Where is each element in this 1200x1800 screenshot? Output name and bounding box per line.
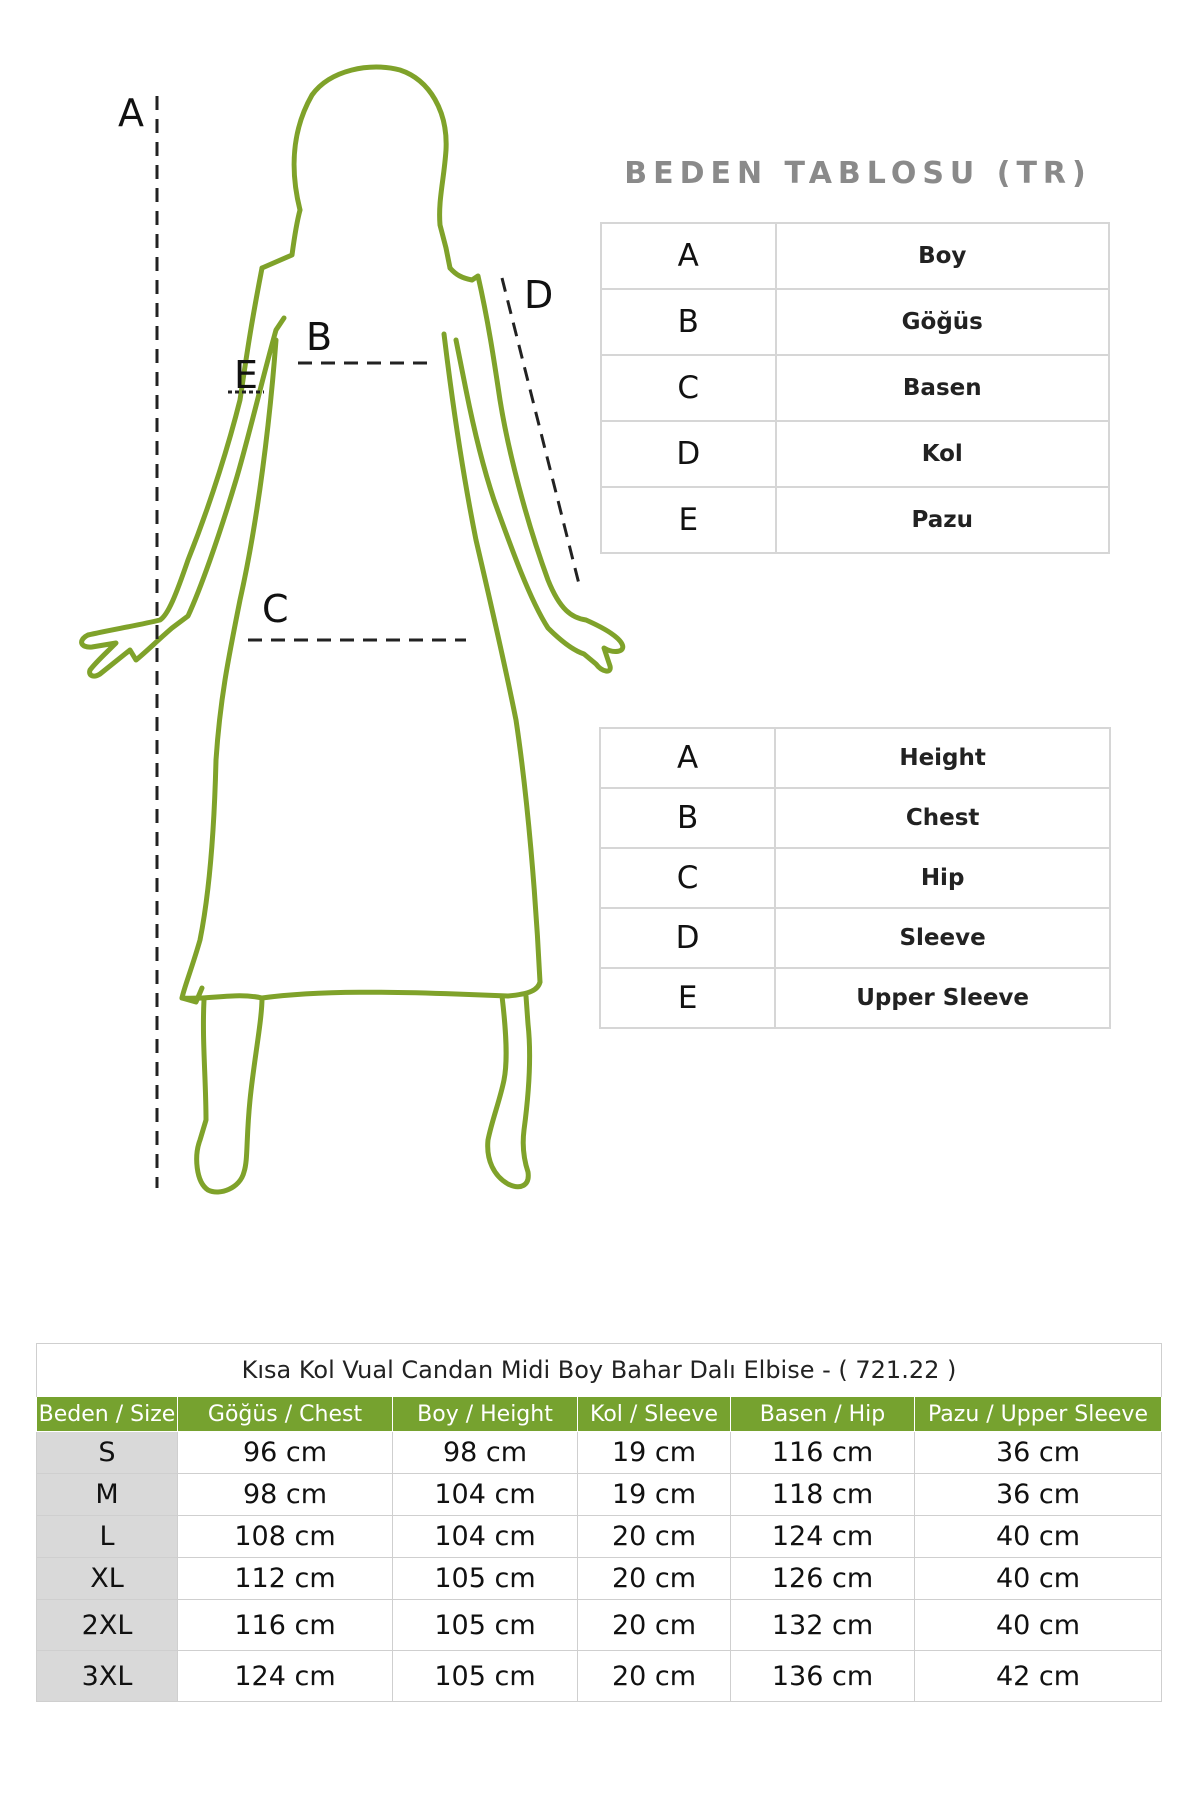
upper-sleeve-cell: 36 cm [915,1474,1162,1516]
silhouette-right-skirt [444,334,540,982]
dress-silhouette [0,0,640,1220]
silhouette-right-side [450,268,623,671]
silhouette-hem [182,982,540,998]
label-c: C [262,587,289,631]
legend-row [601,421,1109,487]
hip-cell: 116 cm [731,1432,915,1474]
upper-sleeve-cell: 40 cm [915,1600,1162,1651]
legend-meaning: Basen [776,355,1110,421]
legend-row [600,968,1110,1028]
sleeve-cell: 20 cm [578,1558,731,1600]
column-header-upper-sleeve: Pazu / Upper Sleeve [915,1397,1162,1432]
legend-meaning: Height [775,728,1110,788]
column-header-size: Beden / Size [37,1397,178,1432]
size-cell: M [37,1474,178,1516]
legend-meaning: Boy [776,223,1110,289]
hip-cell: 136 cm [731,1651,915,1702]
silhouette-right-leg [488,996,530,1187]
height-cell: 105 cm [393,1651,578,1702]
legend-row [601,289,1109,355]
column-header-height: Boy / Height [393,1397,578,1432]
table-row [37,1432,1162,1474]
legend-row [600,788,1110,848]
size-cell: 3XL [37,1651,178,1702]
legend-row [601,223,1109,289]
legend-row [601,487,1109,553]
legend-code: B [600,788,775,848]
body-measurement-diagram [0,0,640,1220]
size-cell: 2XL [37,1600,178,1651]
legend-code: E [601,487,776,553]
legend-meaning: Hip [775,848,1110,908]
column-header-sleeve: Kol / Sleeve [578,1397,731,1432]
label-b: B [306,315,333,359]
legend-row [601,355,1109,421]
hip-cell: 124 cm [731,1516,915,1558]
legend-meaning: Chest [775,788,1110,848]
size-cell: S [37,1432,178,1474]
size-cell: L [37,1516,178,1558]
legend-row [600,728,1110,788]
sleeve-guide-line [502,273,580,588]
table-row [37,1558,1162,1600]
sleeve-cell: 20 cm [578,1600,731,1651]
table-row [37,1651,1162,1702]
silhouette-left-leg [197,998,262,1192]
upper-sleeve-cell: 36 cm [915,1432,1162,1474]
size-chart [36,1343,1162,1702]
legend-meaning: Sleeve [775,908,1110,968]
chest-cell: 108 cm [178,1516,393,1558]
legend-code: D [601,421,776,487]
table-row [37,1516,1162,1558]
sleeve-cell: 20 cm [578,1651,731,1702]
silhouette-head [294,67,450,268]
size-table [36,1343,1162,1702]
legend-code: D [600,908,775,968]
legend-meaning: Göğüs [776,289,1110,355]
hip-cell: 118 cm [731,1474,915,1516]
height-cell: 105 cm [393,1558,578,1600]
label-e: E [234,353,259,397]
legend-title: BEDEN TABLOSU (TR) [624,156,1092,191]
legend-code: A [601,223,776,289]
sleeve-cell: 19 cm [578,1432,731,1474]
legend-code: E [600,968,775,1028]
legend-code: A [600,728,775,788]
hip-cell: 132 cm [731,1600,915,1651]
legend-row [600,908,1110,968]
upper-sleeve-cell: 40 cm [915,1558,1162,1600]
upper-sleeve-cell: 42 cm [915,1651,1162,1702]
size-cell: XL [37,1558,178,1600]
column-header-chest: Göğüs / Chest [178,1397,393,1432]
legend-table-tr [600,222,1110,554]
legend-code: C [600,848,775,908]
hip-cell: 126 cm [731,1558,915,1600]
label-d: D [524,273,554,317]
sleeve-cell: 20 cm [578,1516,731,1558]
legend-meaning: Kol [776,421,1110,487]
header-row [37,1397,1162,1432]
height-cell: 104 cm [393,1516,578,1558]
height-cell: 98 cm [393,1432,578,1474]
legend-row [600,848,1110,908]
legend-meaning: Pazu [776,487,1110,553]
legend-code: C [601,355,776,421]
sleeve-cell: 19 cm [578,1474,731,1516]
chest-cell: 96 cm [178,1432,393,1474]
legend-meaning: Upper Sleeve [775,968,1110,1028]
silhouette-left-side [82,268,284,676]
chest-cell: 98 cm [178,1474,393,1516]
table-row [37,1474,1162,1516]
upper-sleeve-cell: 40 cm [915,1516,1162,1558]
legend-code: B [601,289,776,355]
legend-table-en [599,727,1111,1029]
silhouette-neck-left [262,210,300,268]
table-row [37,1600,1162,1651]
chest-cell: 116 cm [178,1600,393,1651]
height-cell: 104 cm [393,1474,578,1516]
product-title: Kısa Kol Vual Candan Midi Boy Bahar Dalı Elbise - ( 721.22 ) [37,1344,1162,1397]
chest-cell: 124 cm [178,1651,393,1702]
chest-cell: 112 cm [178,1558,393,1600]
height-cell: 105 cm [393,1600,578,1651]
column-header-hip: Basen / Hip [731,1397,915,1432]
label-a: A [118,91,144,135]
